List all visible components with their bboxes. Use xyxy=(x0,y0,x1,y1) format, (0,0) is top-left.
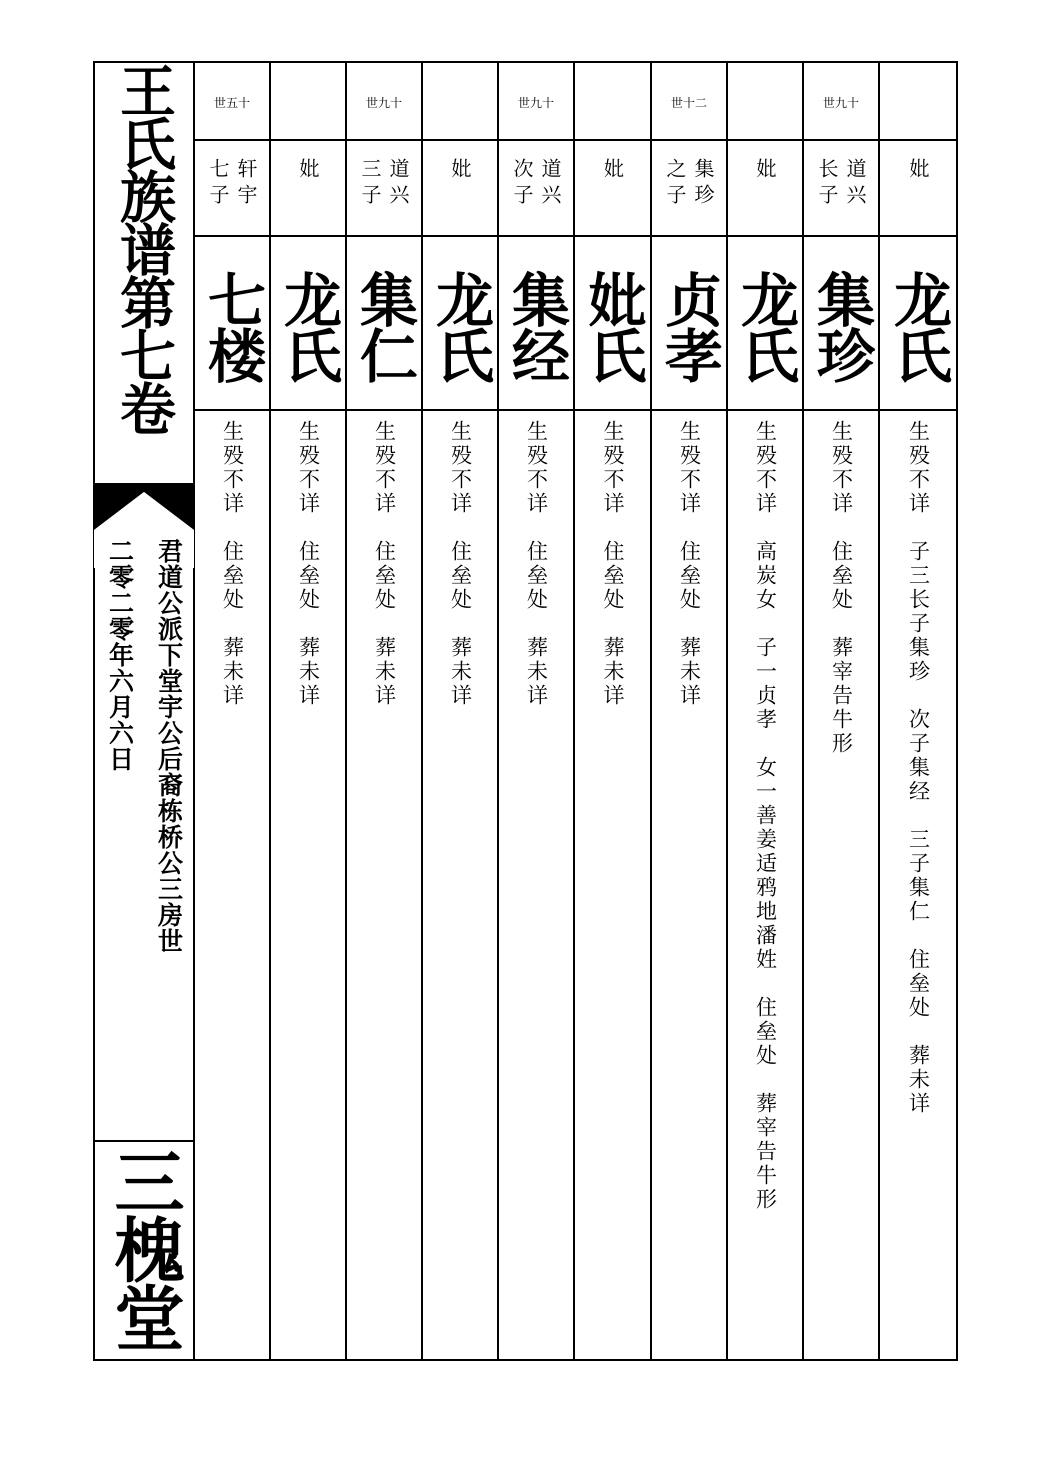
relation-text: 长子 xyxy=(815,158,839,210)
person-detail: 生殁不详 住垒处 葬未详 xyxy=(601,420,625,708)
person-detail: 生殁不详 住垒处 葬未详 xyxy=(524,420,549,708)
person-detail: 生殁不详 住垒处 葬未详 xyxy=(448,420,473,708)
person-name: 集经 xyxy=(502,270,570,382)
compile-date-text: 二零二零年六月六日 xyxy=(105,538,135,772)
hall-name xyxy=(96,1146,192,1358)
relation-cell xyxy=(728,158,802,184)
person-name: 集仁 xyxy=(350,270,418,382)
left-band-divider xyxy=(193,61,195,1361)
person-name: 龙氏 xyxy=(274,270,342,382)
relation-cell xyxy=(195,158,269,210)
person-name: 龙氏 xyxy=(731,270,799,382)
person-name: 龙氏 xyxy=(426,270,494,382)
person-detail: 生殁不详 住垒处 葬未详 xyxy=(296,420,321,708)
relation-text: 之子 xyxy=(663,158,687,210)
relation-text: 妣 xyxy=(448,158,472,184)
relation-text: 三子 xyxy=(358,158,382,210)
lineage-text: 君道公派下堂宇公后裔栋桥公三房世 xyxy=(154,538,184,954)
relation-text: 妣 xyxy=(906,158,930,184)
generation-label: 世九十 xyxy=(365,96,402,110)
person-detail: 生殁不详 住垒处 葬未详 xyxy=(372,420,397,708)
generation-label: 世五十 xyxy=(213,96,250,110)
row-divider xyxy=(193,235,958,237)
relation-text: 轩宇 xyxy=(234,158,258,210)
person-name: 七楼 xyxy=(198,270,266,382)
relation-text: 妣 xyxy=(753,158,777,184)
relation-text: 妣 xyxy=(600,158,625,184)
person-detail: 生殁不详 住垒处 葬宰告牛形 xyxy=(829,420,854,756)
person-name: 龙氏 xyxy=(884,270,952,382)
column-divider xyxy=(650,61,652,1361)
relation-cell xyxy=(652,158,726,210)
hall-separator xyxy=(93,1140,194,1142)
volume-title xyxy=(97,62,191,482)
volume-title-text: 王氏族谱第七卷 xyxy=(111,62,177,433)
row-divider xyxy=(193,139,958,141)
relation-cell xyxy=(575,158,650,184)
relation-text: 次子 xyxy=(510,158,534,210)
generation-label: 世九十 xyxy=(517,96,554,110)
person-detail: 生殁不详 子三长子集珍 次子集经 三子集仁 住垒处 葬未详 xyxy=(906,420,931,1116)
relation-cell xyxy=(347,158,421,210)
person-detail: 生殁不详 高炭女 子一贞孝 女一善姜适鸦地潘姓 住垒处 葬宰告牛形 xyxy=(753,420,778,1212)
relation-cell xyxy=(499,158,573,210)
relation-text: 集珍 xyxy=(691,158,715,210)
relation-text: 道兴 xyxy=(843,158,867,210)
generation-label: 世十二 xyxy=(670,96,707,110)
person-detail: 生殁不详 住垒处 葬未详 xyxy=(677,420,702,708)
relation-text: 道兴 xyxy=(386,158,410,210)
column-divider xyxy=(573,61,575,1361)
relation-text: 道兴 xyxy=(538,158,562,210)
person-detail: 生殁不详 住垒处 葬未详 xyxy=(220,420,245,708)
column-divider xyxy=(345,61,347,1361)
column-divider xyxy=(497,61,499,1361)
relation-text: 妣 xyxy=(296,158,320,184)
person-name: 贞孝 xyxy=(655,270,723,382)
hall-name-text: 三槐堂 xyxy=(103,1146,186,1350)
relation-cell xyxy=(804,158,878,210)
relation-cell xyxy=(880,158,956,184)
column-divider xyxy=(421,61,423,1361)
generation-label: 世九十 xyxy=(822,96,859,110)
column-divider xyxy=(269,61,271,1361)
row-divider xyxy=(193,409,958,411)
relation-cell xyxy=(423,158,497,184)
person-name: 妣氏 xyxy=(578,270,647,382)
lineage-note xyxy=(147,538,191,1138)
person-name: 集珍 xyxy=(807,270,875,382)
compile-date xyxy=(98,538,142,838)
relation-cell xyxy=(271,158,345,184)
relation-text: 七子 xyxy=(206,158,230,210)
